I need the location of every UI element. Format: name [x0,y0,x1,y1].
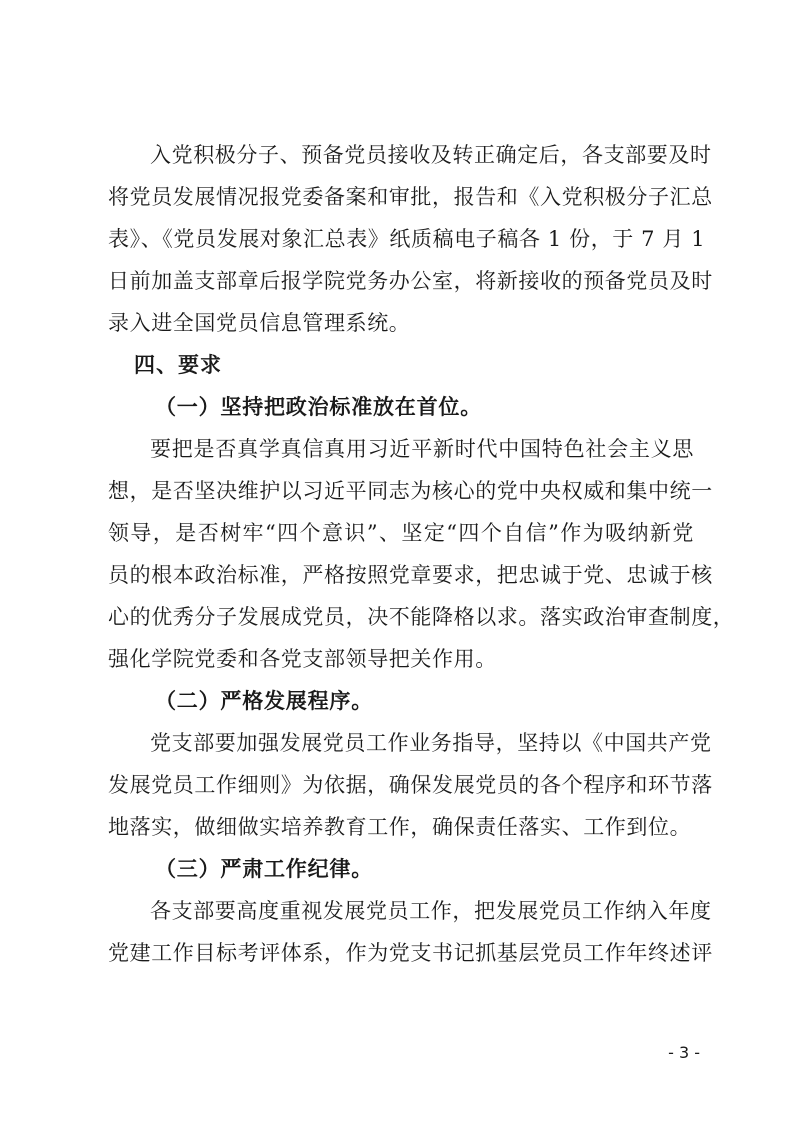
paragraph-line: 录入进全国党员信息管理系统。 [108,311,411,335]
paragraph-line: 入党积极分子、预备党员接收及转正确定后，各支部要及时 [150,143,712,167]
subsection-heading: （一）坚持把政治标准放在首位。 [155,394,482,419]
paragraph-line: 日前加盖支部章后报学院党务办公室，将新接收的预备党员及时 [108,269,713,293]
subsection-heading: （三）严肃工作纪律。 [155,856,373,881]
page-number: - 3 - [668,1043,700,1062]
subsection-heading: （二）严格发展程序。 [155,688,373,713]
paragraph-line: 员的根本政治标准，严格按照党章要求，把忠诚于党、忠诚于核 [108,563,713,587]
paragraph-line: 党支部要加强发展党员工作业务指导，坚持以《中国共产党 [150,731,712,755]
paragraph-line: 领导，是否树牢“四个意识”、坚定“四个自信”作为吸纳新党 [108,521,694,545]
paragraph-line: 将党员发展情况报党委备案和审批，报告和《入党积极分子汇总 [108,185,713,209]
paragraph-line: 想，是否坚决维护以习近平同志为核心的党中央权威和集中统一 [108,479,713,503]
paragraph-line: 强化学院党委和各党支部领导把关作用。 [108,647,497,671]
paragraph-line: 发展党员工作细则》为依据，确保发展党员的各个程序和环节落 [108,773,713,797]
paragraph-line: 表》、《党员发展对象汇总表》纸质稿电子稿各 1 份，于 7 月 1 [108,227,706,251]
paragraph-line: 要把是否真学真信真用习近平新时代中国特色社会主义思 [150,437,694,461]
section-heading: 四、要求 [134,352,222,377]
paragraph-line: 地落实，做细做实培养教育工作，确保责任落实、工作到位。 [108,815,692,839]
paragraph-line: 各支部要高度重视发展党员工作，把发展党员工作纳入年度 [150,899,712,923]
paragraph-line: 心的优秀分子发展成党员，决不能降格以求。落实政治审查制度， [108,605,735,629]
paragraph-line: 党建工作目标考评体系，作为党支书记抓基层党员工作年终述评 [108,941,713,965]
